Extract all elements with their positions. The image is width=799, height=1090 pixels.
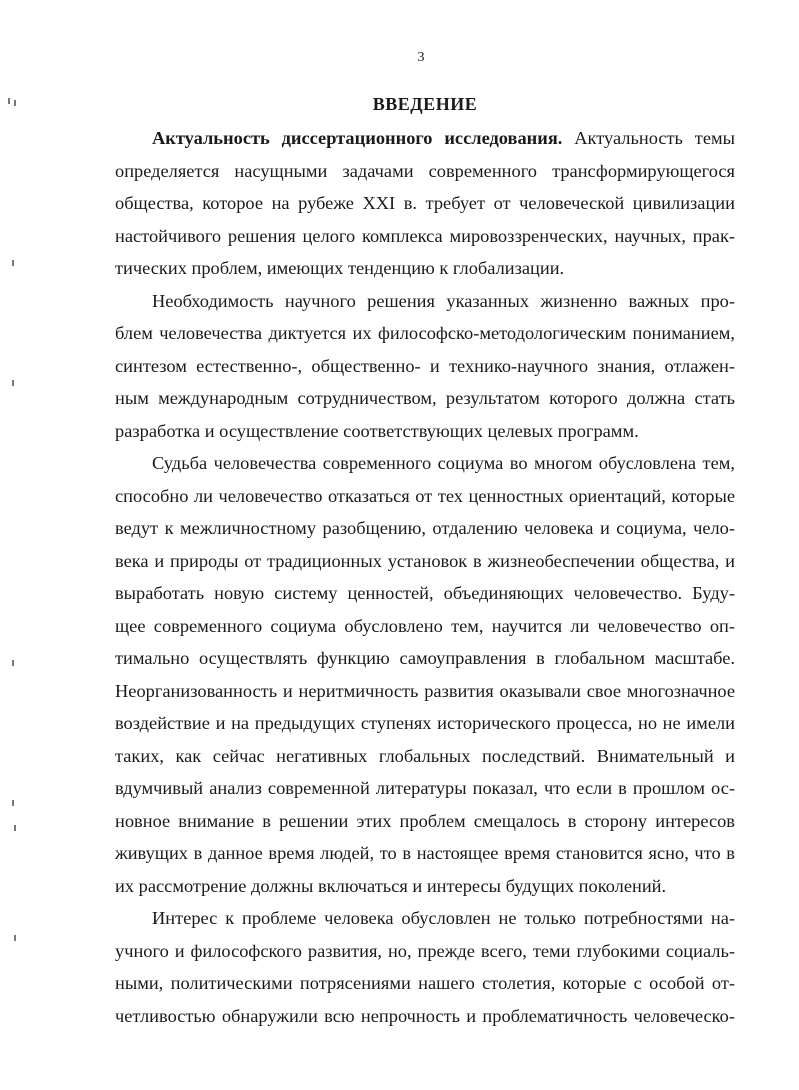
text-line: тимально осуществлять функцию самоуправления в глобальном масштабе.: [115, 648, 735, 668]
text-line: Интерес к проблеме человека обусловлен не только потребностями на-: [152, 908, 735, 928]
text-line: Неорганизованность и неритмичность развития оказывали свое многозначное: [115, 680, 735, 701]
text-line: тических проблем, имеющих тенденцию к глобализации.: [115, 258, 565, 278]
text-line: учного и философского развития, но, прежде всего, теми глубокими социаль-: [115, 940, 735, 961]
text-line: Судьба человечества современного социума во многом обусловлена тем,: [152, 453, 735, 473]
text-line: щее современного социума обусловлено тем, научится ли человечество оп-: [115, 615, 735, 636]
text-line: новное внимание в решении этих проблем смещалось в сторону интересов: [115, 810, 735, 831]
text-line: века и природы от традиционных установок в жизнеобеспечении общества, и: [115, 550, 735, 571]
text-line: четливостью обнаружили всю непрочность и проблематичность человеческо-: [115, 1005, 735, 1026]
text-line: синтезом естественно-, общественно- и технико-научного знания, отлажен-: [115, 355, 735, 376]
text-line: блем человечества диктуется их философско-методологическим пониманием,: [115, 323, 735, 343]
text-line: разработка и осуществление соответствующих целевых программ.: [115, 420, 639, 441]
text-line: ными, политическими потрясениями нашего столетия, которые с особой от-: [115, 973, 735, 993]
text-line: общества, которое на рубеже XXI в. требует от человеческой цивилизации: [115, 193, 735, 213]
bold-lead: Актуальность диссертационного исследования.: [152, 128, 563, 148]
text-line: выработать новую систему ценностей, объединяющих человечество. Буду-: [115, 583, 735, 603]
text-line: ным международным сотрудничеством, результатом которого должна стать: [115, 388, 735, 408]
text-line: вдумчивый анализ современной литературы показал, что если в прошлом ос-: [115, 778, 735, 798]
section-title: ВВЕДЕНИЕ: [372, 94, 478, 114]
text-line: таких, как сейчас негативных глобальных последствий. Внимательный и: [115, 745, 735, 766]
text-line: настойчивого решения целого комплекса мировоззренческих, научных, прак-: [115, 225, 735, 246]
text-line: Актуальность диссертационного исследования. Актуальность темы: [152, 128, 735, 148]
text-line: способно ли человечество отказаться от тех ценностных ориентаций, которые: [115, 485, 735, 506]
text-line: живущих в данное время людей, то в настоящее время становится ясно, что в: [115, 843, 735, 863]
text-line: воздействие и на предыдущих ступенях исторического процесса, но не имели: [115, 713, 735, 733]
page-number: 3: [417, 50, 425, 65]
text-line: ведут к межличностному разобщению, отдалению человека и социума, чело-: [115, 518, 735, 538]
text-line: Необходимость научного решения указанных жизненно важных про-: [152, 290, 735, 311]
body-text: [115, 126, 735, 1036]
text-line: определяется насущными задачами современного трансформирующегося: [115, 160, 735, 181]
text-line: их рассмотрение должны включаться и интересы будущих поколений.: [115, 875, 667, 896]
